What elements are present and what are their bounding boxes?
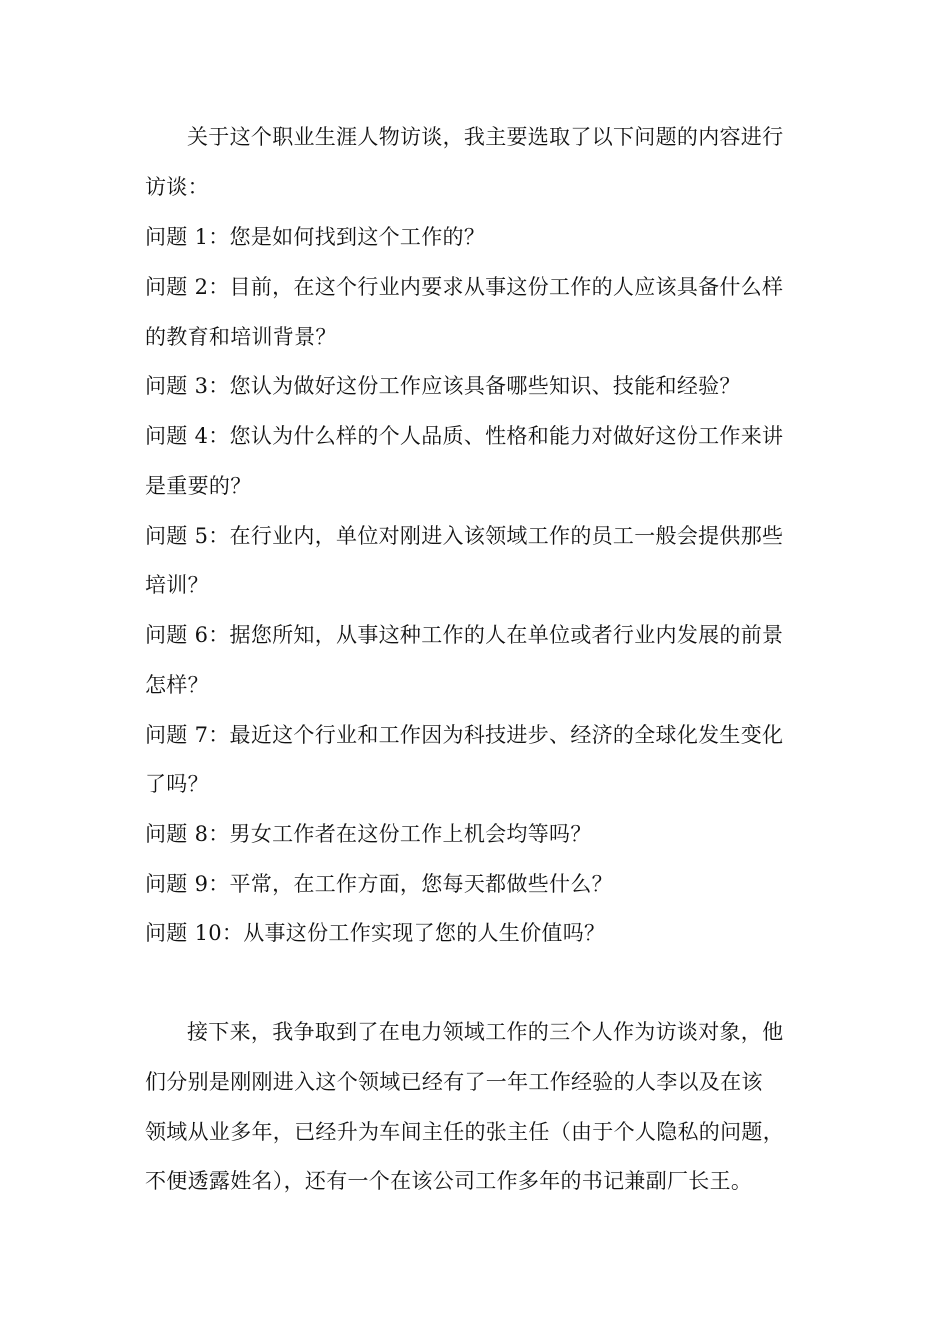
question-1: 问题 1：您是如何找到这个工作的？ xyxy=(145,225,486,249)
question-8: 问题 8：男女工作者在这份工作上机会均等吗？ xyxy=(145,822,592,846)
conclusion-paragraph-line-2: 们分别是刚刚进入这个领域已经有了一年工作经验的人李以及在该 xyxy=(145,1070,763,1094)
question-2-line-1: 问题 2：目前，在这个行业内要求从事这份工作的人应该具备什么样 xyxy=(145,275,784,299)
question-6-line-1: 问题 6：据您所知，从事这种工作的人在单位或者行业内发展的前景 xyxy=(145,623,784,647)
question-5-line-1: 问题 5：在行业内，单位对刚进入该领域工作的员工一般会提供那些 xyxy=(145,524,784,548)
question-9: 问题 9：平常，在工作方面，您每天都做些什么？ xyxy=(145,872,613,896)
question-6-line-2: 怎样？ xyxy=(145,673,209,697)
conclusion-paragraph-line-4: 不便透露姓名），还有一个在该公司工作多年的书记兼副厂长王。 xyxy=(145,1169,753,1193)
question-4-line-2: 是重要的？ xyxy=(145,474,252,498)
question-7-line-1: 问题 7：最近这个行业和工作因为科技进步、经济的全球化发生变化 xyxy=(145,723,784,747)
conclusion-paragraph-line-3: 领域从业多年，已经升为车间主任的张主任（由于个人隐私的问题， xyxy=(145,1120,784,1144)
intro-paragraph-line-1: 关于这个职业生涯人物访谈，我主要选取了以下问题的内容进行 xyxy=(187,125,784,149)
intro-paragraph-line-2: 访谈： xyxy=(145,175,209,199)
question-7-line-2: 了吗？ xyxy=(145,772,209,796)
question-3: 问题 3：您认为做好这份工作应该具备哪些知识、技能和经验？ xyxy=(145,374,741,398)
question-5-line-2: 培训？ xyxy=(145,573,209,597)
conclusion-paragraph-line-1: 接下来，我争取到了在电力领域工作的三个人作为访谈对象，他 xyxy=(187,1020,784,1044)
question-2-line-2: 的教育和培训背景？ xyxy=(145,325,337,349)
question-10: 问题 10：从事这份工作实现了您的人生价值吗？ xyxy=(145,921,606,945)
question-4-line-1: 问题 4：您认为什么样的个人品质、性格和能力对做好这份工作来讲 xyxy=(145,424,784,448)
